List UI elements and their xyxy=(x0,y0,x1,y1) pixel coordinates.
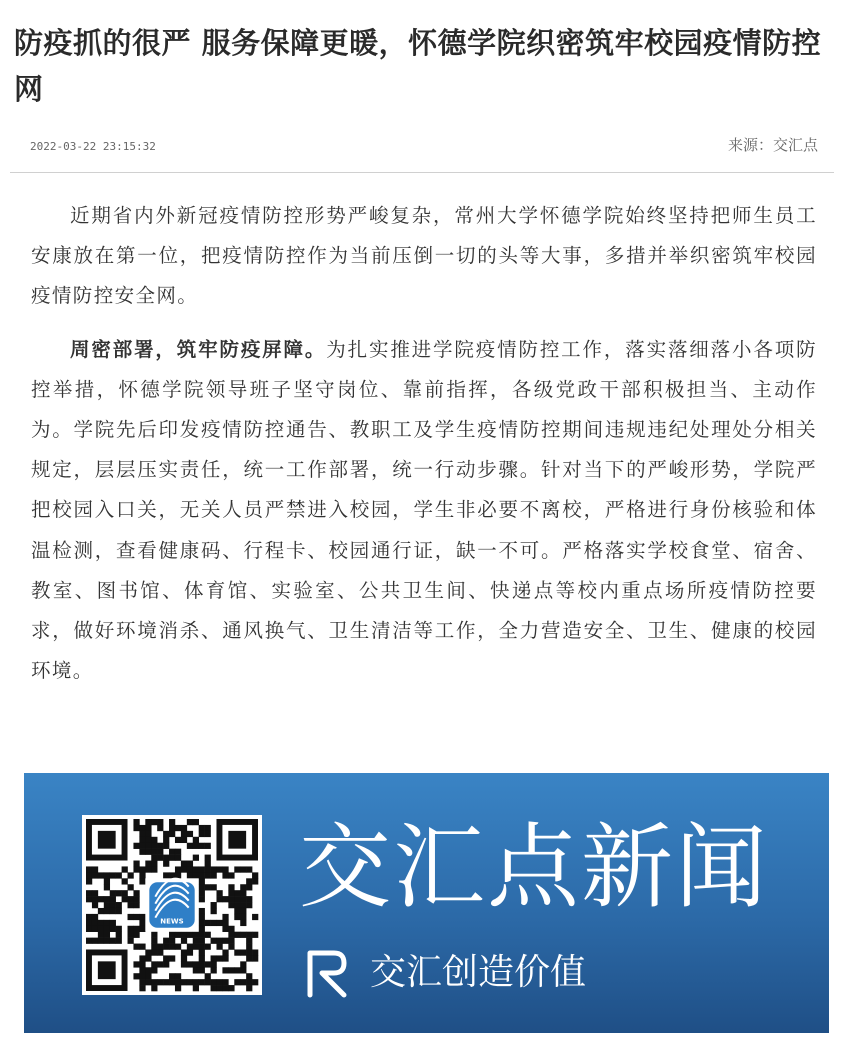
brand-name: 交汇点新闻 xyxy=(299,814,770,921)
paragraph-body: 为扎实推进学院疫情防控工作，落实落细落小各项防控举措，怀德学院领导班子坚守岗位、靠前指挥，各级党政干部积极担当、主动作为。学院先后印发疫情防控通告、教职工及学生疫情防控期间违规违纪处理处分相关规定，层层压实责任，统一工作部署，统一行动步骤。针对当下的严峻形势，学院严把校园入口关，无关人员严禁进入校园，学生非必要不离校，严格进行身份核验和体温检测，查看健康码、行程卡、校园通行证，缺一不可。严格落实学校食堂、宿舍、教室、图书馆、体育馆、实验室、公共卫生间、快递点等校内重点场所疫情防控要求，做好环境消杀、通风换气、卫生清洁等工作，全力营造安全、卫生、健康的校园环境。 xyxy=(31,337,817,683)
article-body xyxy=(31,196,817,704)
paragraph-intro: 近期省内外新冠疫情防控形势严峻复杂，常州大学怀德学院始终坚持把师生员工安康放在第一位，把疫情防控作为当前压倒一切的头等大事，多措并举织密筑牢校园疫情防控安全网。 xyxy=(31,204,817,308)
paragraph-lead: 周密部署，筑牢防疫屏障。 xyxy=(70,337,327,361)
publish-timestamp: 2022-03-22 23:15:32 xyxy=(30,140,156,153)
slogan-text: 交汇创造价值 xyxy=(370,952,587,993)
qr-center-label: NEWS xyxy=(160,917,184,926)
paragraph-deployment xyxy=(31,330,817,692)
arrow-r-logo-icon xyxy=(304,949,352,999)
app-promo-banner[interactable] xyxy=(24,773,829,1033)
article-title: 防疫抓的很严 服务保障更暖，怀德学院织密筑牢校园疫情防控网 xyxy=(14,26,822,106)
qr-code-icon xyxy=(82,815,262,995)
article-source: 来源：交汇点 xyxy=(727,136,818,154)
article-meta xyxy=(10,130,834,173)
